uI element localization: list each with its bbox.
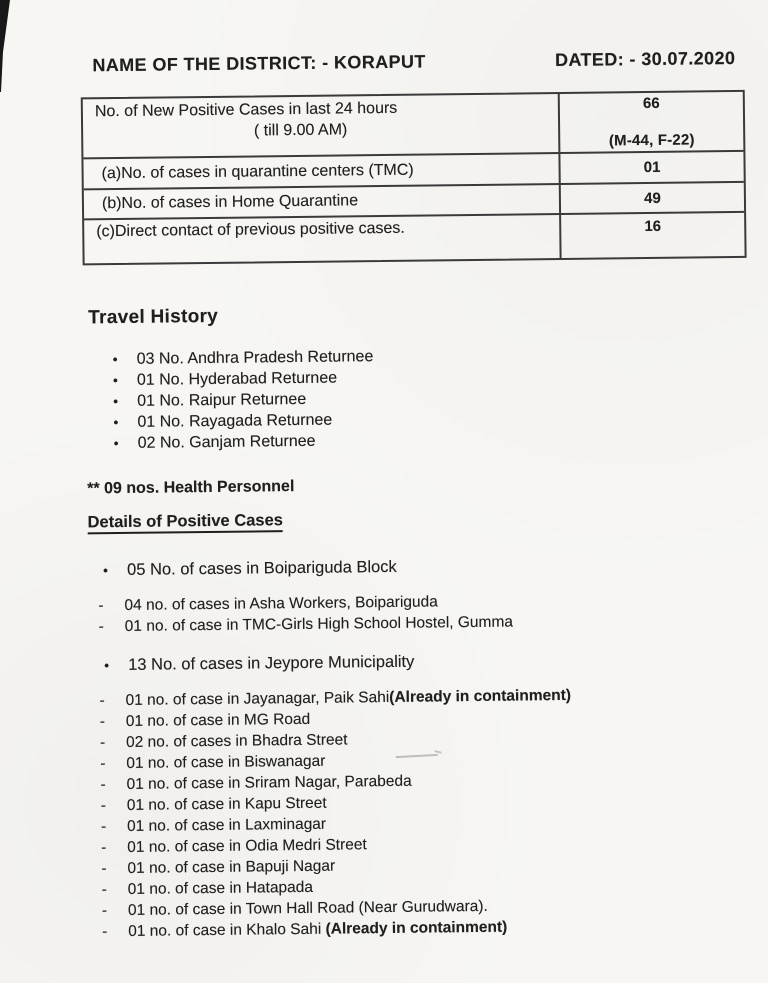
summary-table [81, 90, 747, 266]
row-label: (b)No. of cases in Home Quarantine [84, 185, 561, 218]
case-detail-text [126, 751, 325, 774]
dash-marker: - [101, 881, 107, 899]
travel-history-list [113, 342, 768, 454]
dash-marker: - [99, 734, 106, 752]
case-detail-text [127, 814, 326, 837]
case-detail-text [126, 709, 311, 732]
row-value: 49 [643, 189, 661, 207]
travel-history-item-text: 01 No. Raipur Returnee [137, 390, 307, 410]
bullet-marker: • [112, 372, 118, 389]
jeypore-bullet-text: 13 No. of cases in Jeypore Municipality [128, 652, 415, 674]
case-detail-main: 01 no. of case in Hatapada [127, 878, 314, 898]
case-detail-main: 01 no. of case in Biswanagar [126, 752, 326, 772]
dash-marker: - [99, 713, 106, 731]
case-detail-text [125, 612, 513, 637]
case-detail-text [126, 729, 348, 753]
dated-title: DATED: - 30.07.2020 [554, 47, 736, 71]
travel-history-item-text: 02 No. Ganjam Returnee [137, 432, 316, 452]
travel-history-item-text: 01 No. Hyderabad Returnee [136, 369, 338, 389]
bullet-marker: • [113, 393, 119, 410]
dash-marker: - [101, 860, 107, 878]
details-heading [87, 506, 768, 533]
case-detail-main: 01 no. of case in Khalo Sahi [128, 920, 326, 940]
dash-marker: - [102, 923, 108, 941]
case-detail-main: 01 no. of case in Sriram Nagar, Parabeda [126, 772, 412, 793]
jeypore-case-list [99, 683, 768, 943]
dash-marker: - [100, 755, 106, 773]
boipariguda-case-list [98, 588, 768, 638]
case-detail-main: 02 no. of cases in Bhadra Street [125, 731, 348, 751]
case-detail-main: 01 no. of case in Jayanagar, Paik Sahi [125, 688, 390, 709]
row-label: (a)No. of cases in quarantine centers (TMC) [83, 154, 560, 188]
bullet-marker: • [104, 657, 110, 674]
case-detail-text [127, 856, 335, 879]
row-value [560, 92, 744, 152]
case-detail-main: 01 no. of case in Kapu Street [126, 794, 327, 814]
dash-marker: - [98, 618, 105, 636]
document-header [0, 0, 765, 77]
dash-marker: - [100, 797, 107, 815]
dash-marker: - [100, 818, 107, 836]
case-detail-text [128, 877, 314, 900]
dash-marker: - [100, 776, 106, 794]
case-detail-bold-note: (Already in containment) [389, 686, 572, 706]
bullet-marker: • [113, 414, 119, 431]
dash-marker: - [99, 692, 105, 710]
bullet-marker: • [103, 562, 109, 579]
boipariguda-bullet-text: 05 No. of cases in Boipariguda Block [127, 557, 397, 579]
boipariguda-bullet-line [103, 552, 768, 582]
male-female-breakdown: (M-44, F-22) [608, 131, 695, 150]
table-row [84, 211, 744, 263]
district-title: NAME OF THE DISTRICT: - KORAPUT [92, 51, 426, 76]
case-detail-text [127, 793, 327, 816]
case-detail-main: 01 no. of case in Bapuji Nagar [127, 857, 336, 877]
case-detail-main: 01 no. of case in Odia Medri Street [127, 836, 367, 856]
new-cases-count: 66 [642, 94, 660, 113]
row-value: 01 [643, 158, 661, 177]
dash-marker: - [101, 839, 107, 857]
details-heading-text: Details of Positive Cases [87, 511, 283, 534]
case-detail-main: 01 no. of case in TMC-Girls High School Hostel, Gumma [124, 613, 514, 635]
case-detail-main: 01 no. of case in Laxminagar [126, 815, 327, 835]
case-detail-main: 01 no. of case in Town Hall Road (Near Gurudwara). [127, 897, 488, 919]
case-detail-bold-note: (Already in containment) [325, 918, 508, 938]
row-label [83, 94, 561, 157]
case-detail-text [127, 834, 367, 858]
bullet-marker: • [113, 435, 119, 452]
case-detail-main: 04 no. of cases in Asha Workers, Boipariguda [124, 593, 438, 614]
row-value: 16 [644, 217, 662, 236]
dash-marker: - [101, 902, 108, 920]
travel-history-item-text: 03 No. Andhra Pradesh Returnee [136, 348, 374, 368]
row-label-line2: ( till 9.00 AM) [253, 121, 348, 140]
travel-history-heading: Travel History [88, 305, 219, 329]
case-detail-main: 01 no. of case in MG Road [125, 710, 311, 730]
dash-marker: - [98, 597, 104, 615]
case-detail-text [128, 917, 507, 942]
health-personnel-note: ** 09 nos. Health Personnel [87, 478, 295, 498]
travel-history-item-text: 01 No. Rayagada Returnee [137, 411, 333, 431]
case-detail-text [126, 771, 411, 795]
bullet-marker: • [112, 351, 118, 368]
table-row [83, 92, 744, 157]
jeypore-bullet-line [104, 647, 768, 677]
row-label-line1: No. of New Positive Cases in last 24 hours [94, 99, 398, 121]
row-label: (c)Direct contact of previous positive cases. [84, 215, 561, 263]
